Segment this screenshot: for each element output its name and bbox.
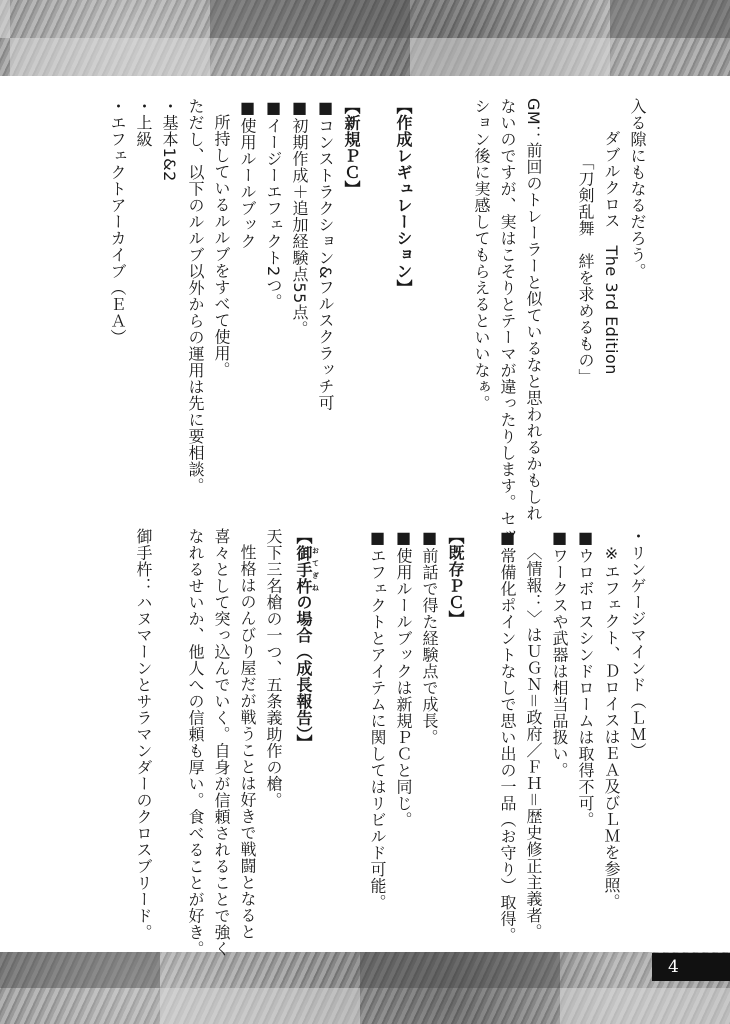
text-line: ■前話で得た経験点で成長。 <box>420 528 439 746</box>
text-line: ・エフェクトアーカイブ（ＥＡ） <box>108 98 127 346</box>
texture-block <box>210 0 410 38</box>
character-name-kanji: 御手杵 <box>294 544 313 594</box>
text-line: ないのですが、実はこそりとテーマが違ったりします。セッ <box>498 98 517 544</box>
texture-block <box>410 38 610 76</box>
text-line: ■使用ルールブック <box>238 98 257 250</box>
text-line: 「刀剣乱舞 絆を求めるもの」 <box>576 154 595 385</box>
text-line: ション後に実感してもらえるといいなぁ。 <box>472 98 491 412</box>
character-name <box>294 544 320 595</box>
text-line: ■ワークスや武器は相当品扱い。 <box>550 528 569 779</box>
section-heading: 【作成レギュレーション】 <box>394 98 413 296</box>
text-line: ダブルクロス The 3rd Edition <box>602 130 621 375</box>
text-line: ■エフェクトとアイテムに関してはリビルド可能。 <box>368 528 387 911</box>
text-line: なれるせいか、他人への信頼も厚い。食べることが好き。 <box>186 528 205 957</box>
texture-block <box>10 38 210 76</box>
text-line: ・基本1&2 <box>160 98 179 182</box>
text-line: ■常備化ポイントなしで思い出の一品（お守り）取得。 <box>498 528 517 944</box>
text-line: ■コンストラクション&フルスクラッチ可 <box>316 98 335 411</box>
text-line: GM：前回のトレーラーと似ているなと思われるかもしれ <box>524 98 543 522</box>
text-line: 御手杵：ハヌマーンとサラマンダーのクロスブリード。 <box>134 528 153 941</box>
text-line: ■ウロボロスシンドロームは取得不可。 <box>576 528 595 828</box>
text-line: 〈情報：〉はＵＧＮ＝政府／ＦＨ＝歴史修正主義者。 <box>524 544 543 941</box>
text-line: 入る隙にもなるだろう。 <box>628 98 647 280</box>
text-line: 所持しているルルブをすべて使用。 <box>212 114 231 378</box>
text-line: 天下三名槍の一つ、五条義助作の槍。 <box>264 528 283 809</box>
top-texture-band <box>0 0 730 76</box>
text-line: 性格はのんびり屋だが戦うことは好きで戦闘となると <box>238 544 257 940</box>
texture-block <box>560 988 730 1024</box>
text-line: 喜々として突っ込んでいく。自身が信頼されることで強く <box>212 528 231 957</box>
texture-block <box>0 952 160 988</box>
texture-block <box>610 0 730 38</box>
character-name-reading: おてぎね <box>311 544 320 594</box>
texture-block <box>160 988 360 1024</box>
texture-block <box>360 952 560 988</box>
text-line: ・上級 <box>134 98 153 148</box>
heading-rest: の場合（成長報告）】 <box>294 594 313 751</box>
text-line: ■使用ルールブックは新規ＰＣと同じ。 <box>394 528 413 828</box>
subsection-heading: 【新規ＰＣ】 <box>342 98 361 197</box>
character-heading <box>290 528 320 751</box>
text-line: ただし、以下のルルブ以外からの運用は先に要相談。 <box>186 98 205 494</box>
texture-block <box>0 0 10 38</box>
heading-bracket: 【 <box>294 528 313 545</box>
text-line: ・リンゲージマインド（ＬＭ） <box>628 528 647 759</box>
text-line: ■初期作成＋追加経験点55点。 <box>290 98 309 337</box>
bottom-texture-band <box>0 952 730 1024</box>
text-line: ※エフェクト、ＤロイスはＥＡ及びＬＭを参照。 <box>602 544 621 910</box>
page-number: 4 <box>652 953 730 981</box>
text-line: ■イージーエフェクト2つ。 <box>264 98 283 310</box>
subsection-heading: 【既存ＰＣ】 <box>446 528 465 627</box>
